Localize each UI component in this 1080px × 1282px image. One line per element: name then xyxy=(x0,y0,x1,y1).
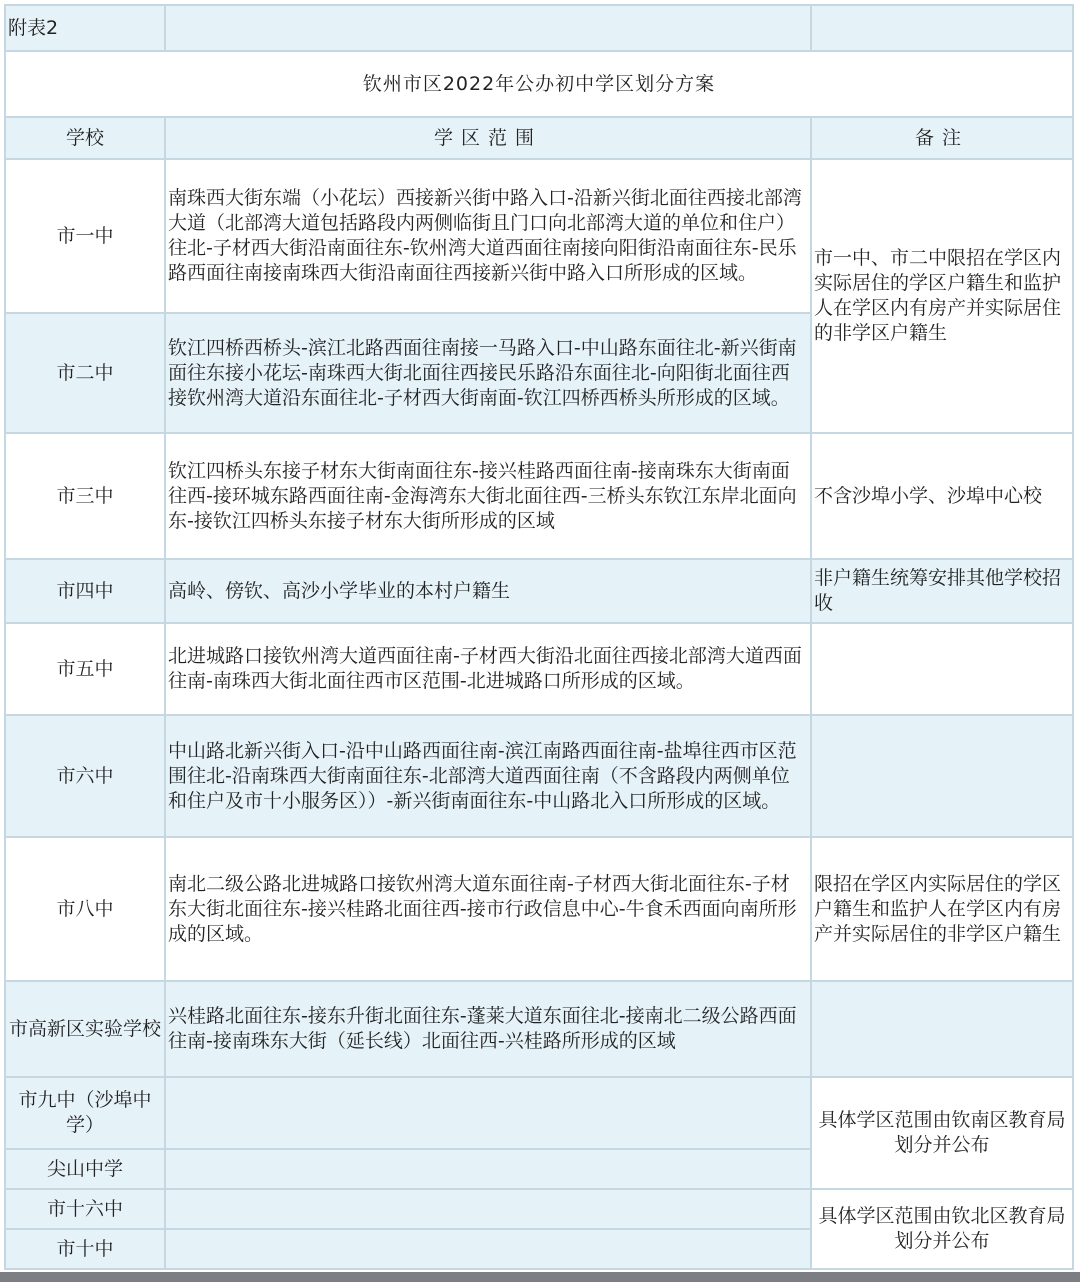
remark: 非户籍生统筹安排其他学校招收 xyxy=(811,559,1073,623)
label-row xyxy=(5,5,1073,51)
district-range xyxy=(165,1149,811,1189)
header-school: 学校 xyxy=(5,117,165,159)
table-row xyxy=(5,715,1073,837)
header-row xyxy=(5,117,1073,159)
table-row xyxy=(5,159,1073,313)
school-name: 市八中 xyxy=(5,837,165,981)
table-row xyxy=(5,1189,1073,1229)
school-name: 市九中（沙埠中学） xyxy=(5,1077,165,1149)
district-range: 中山路北新兴街入口-沿中山路西面往南-滨江南路西面往南-盐埠往西市区范围往北-沿南珠西大街南面往东-北部湾大道西面往南（不含路段内两侧单位和住户及市十小服务区））-新兴街南面往东-中山路北入口所形成的区域。 xyxy=(165,715,811,837)
table-row xyxy=(5,981,1073,1077)
district-range xyxy=(165,1229,811,1269)
district-range xyxy=(165,1189,811,1229)
district-range: 南北二级公路北进城路口接钦州湾大道东面往南-子材西大街北面往东-子材东大街北面往东-接兴桂路北面往西-接市行政信息中心-牛食禾西面向南所形成的区域。 xyxy=(165,837,811,981)
district-range xyxy=(165,1077,811,1149)
appendix-label: 附表2 xyxy=(5,5,165,51)
table-row xyxy=(5,559,1073,623)
school-name: 市高新区实验学校 xyxy=(5,981,165,1077)
remark xyxy=(811,623,1073,715)
school-name: 市一中 xyxy=(5,159,165,313)
remark xyxy=(811,715,1073,837)
school-name: 市六中 xyxy=(5,715,165,837)
remark: 不含沙埠小学、沙埠中心校 xyxy=(811,433,1073,559)
district-range: 北进城路口接钦州湾大道西面往南-子材西大街沿北面往西接北部湾大道西面往南-南珠西大街北面往西市区范围-北进城路口所形成的区域。 xyxy=(165,623,811,715)
table-row xyxy=(5,623,1073,715)
district-range: 南珠西大街东端（小花坛）西接新兴街中路入口-沿新兴街北面往西接北部湾大道（北部湾大道包括路段内两侧临街且门口向北部湾大道的单位和住户）往北-子材西大街沿南面往东-钦州湾大道西面往南接向阳街沿南面往东-民乐路西面往南接南珠西大街沿南面往西接新兴街中路入口所形成的区域。 xyxy=(165,159,811,313)
page-title: 钦州市区2022年公办初中学区划分方案 xyxy=(5,51,1073,117)
table-row xyxy=(5,433,1073,559)
school-name: 市二中 xyxy=(5,313,165,433)
remark-merged-1-2: 市一中、市二中限招在学区内实际居住的学区户籍生和监护人在学区内有房产并实际居住的非学区户籍生 xyxy=(811,159,1073,433)
school-name: 市四中 xyxy=(5,559,165,623)
header-remark: 备注 xyxy=(811,117,1073,159)
table-row xyxy=(5,837,1073,981)
remark-merged-11-12: 具体学区范围由钦北区教育局划分并公布 xyxy=(811,1189,1073,1269)
header-range: 学区范围 xyxy=(165,117,811,159)
school-name: 市三中 xyxy=(5,433,165,559)
remark-merged-9-10: 具体学区范围由钦南区教育局划分并公布 xyxy=(811,1077,1073,1189)
district-range: 高岭、傍钦、高沙小学毕业的本村户籍生 xyxy=(165,559,811,623)
title-row xyxy=(5,51,1073,117)
district-range: 钦江四桥西桥头-滨江北路西面往南接一马路入口-中山路东面往北-新兴街南面往东接小花坛-南珠西大街北面往西接民乐路沿东面往北-向阳街北面往西接钦州湾大道沿东面往北-子材西大街南面-钦江四桥西桥头所形成的区域。 xyxy=(165,313,811,433)
district-table xyxy=(4,4,1074,1270)
school-name: 市五中 xyxy=(5,623,165,715)
school-name: 尖山中学 xyxy=(5,1149,165,1189)
table-row xyxy=(5,1077,1073,1149)
document-frame xyxy=(4,4,1072,1268)
district-range: 兴桂路北面往东-接东升街北面往东-蓬莱大道东面往北-接南北二级公路西面往南-接南珠东大街（延长线）北面往西-兴桂路所形成的区域 xyxy=(165,981,811,1077)
remark xyxy=(811,981,1073,1077)
empty-cell xyxy=(165,5,811,51)
school-name: 市十中 xyxy=(5,1229,165,1269)
empty-cell xyxy=(811,5,1073,51)
bottom-edge-bar xyxy=(0,1272,1080,1282)
remark: 限招在学区内实际居住的学区户籍生和监护人在学区内有房产并实际居住的非学区户籍生 xyxy=(811,837,1073,981)
school-name: 市十六中 xyxy=(5,1189,165,1229)
district-range: 钦江四桥头东接子材东大街南面往东-接兴桂路西面往南-接南珠东大街南面往西-接环城东路西面往南-金海湾东大街北面往西-三桥头东钦江东岸北面向东-接钦江四桥头东接子材东大街所形成的区域 xyxy=(165,433,811,559)
